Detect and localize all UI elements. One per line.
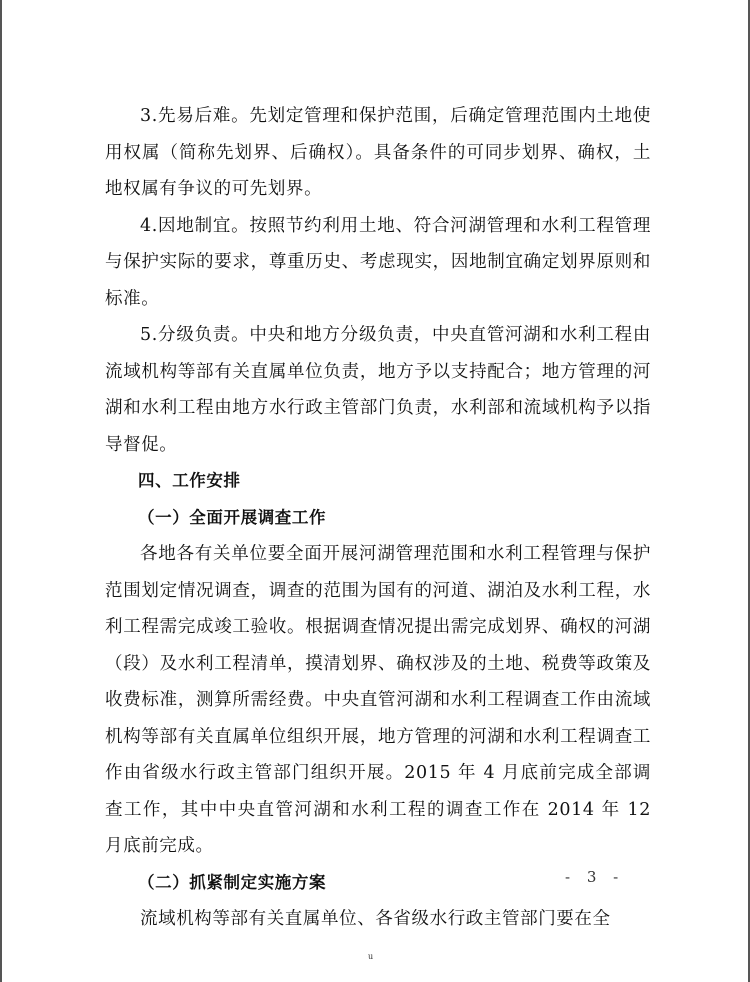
paragraph-principle-5: 5.分级负责。中央和地方分级负责，中央直管河湖和水利工程由流域机构等部有关直属单位负责，地方予以支持配合；地方管理的河湖和水利工程由地方水行政主管部门负责，水利部和流域机构予以指导督促。 <box>105 325 651 455</box>
paragraph-principle-3: 3.先易后难。先划定管理和保护范围，后确定管理范围内土地使用权属（简称先划界、后确权）。具备条件的可同步划界、确权，土地权属有争议的可先划界。 <box>105 106 651 199</box>
document-body <box>105 98 651 938</box>
section-heading-work-arrangement: 四、工作安排 <box>138 471 241 490</box>
paragraph-implementation-plan: 流域机构等部有关直属单位、各省级水行政主管部门要在全 <box>140 909 611 929</box>
page-number: - 3 - <box>565 868 625 886</box>
paragraph-survey: 各地各有关单位要全面开展河湖管理范围和水利工程管理与保护范围划定情况调查，调查的范围为国有的河道、湖泊及水利工程，水利工程需完成竣工验收。根据调查情况提出需完成划界、确权的河湖（段）及水利工程清单，摸清划界、确权涉及的土地、税费等政策及收费标准，测算所需经费。中央直管河湖和水利工程调查工作由流域机构等部有关直属单位组织开展，地方管理的河湖和水利工程调查工作由省级水行政主管部门组织开展。2015 年 4 月底前完成全部调查工作，其中中央直管河湖和水利工程的调查工作在 2014 年 12 月底前完成。 <box>105 544 651 856</box>
subheading-survey: （一）全面开展调查工作 <box>138 507 327 527</box>
page-border-left <box>0 0 2 982</box>
subheading-implementation-plan: （二）抓紧制定实施方案 <box>138 872 327 892</box>
bottom-mark: u <box>368 952 374 961</box>
paragraph-principle-4: 4.因地制宜。按照节约利用土地、符合河湖管理和水利工程管理与保护实际的要求，尊重历史、考虑现实，因地制宜确定划界原则和标准。 <box>105 215 651 309</box>
